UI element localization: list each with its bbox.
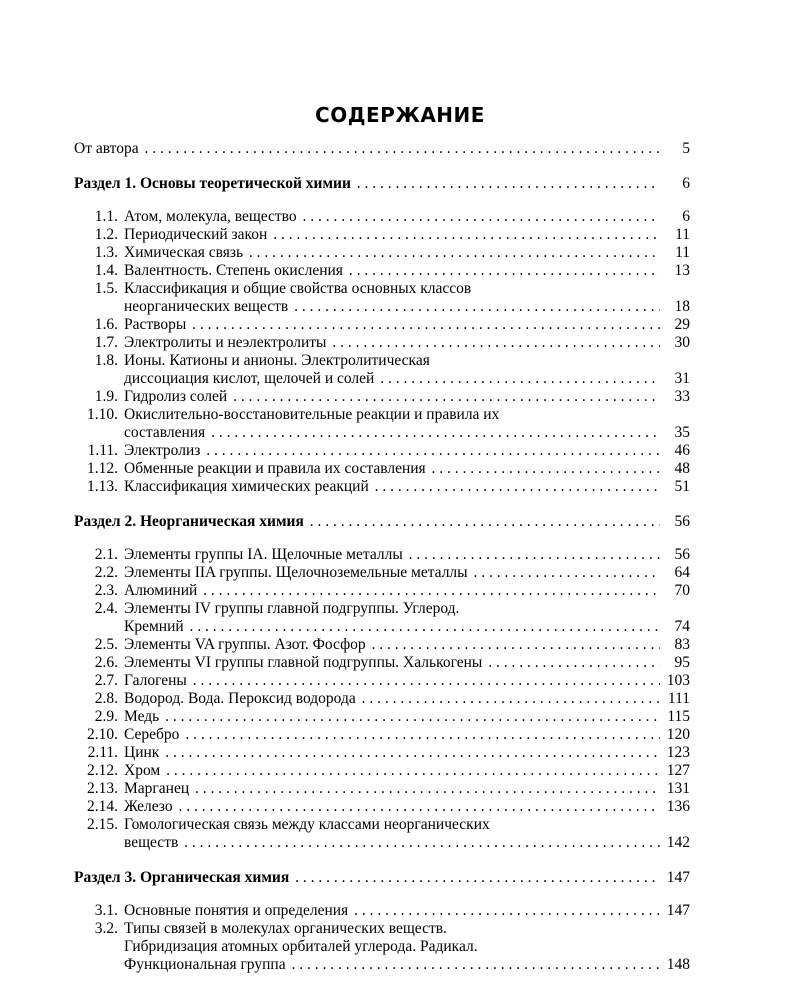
toc-entry-title: Раздел 3. Органическая химия xyxy=(74,869,290,886)
toc-item-number: 1.1. xyxy=(94,208,118,225)
toc-entry[interactable] xyxy=(74,654,690,672)
toc-leader xyxy=(124,956,660,974)
toc-entry-title: Марганец xyxy=(124,780,190,797)
toc-spacer xyxy=(74,193,690,208)
toc-entry[interactable] xyxy=(74,424,690,442)
toc-entry-title: Элементы VA группы. Азот. Фосфор xyxy=(124,636,366,653)
toc-entry-title: Кремний xyxy=(124,618,184,635)
toc-entry-title: Элементы VI группы главной подгруппы. Халькогены xyxy=(124,654,483,671)
toc-page-number: 30 xyxy=(660,334,690,352)
toc-entry[interactable] xyxy=(74,370,690,388)
toc-item-number: 1.13. xyxy=(87,478,118,495)
toc-page-number: 35 xyxy=(660,424,690,442)
toc-item-number: 1.4. xyxy=(94,262,118,279)
toc-leader xyxy=(124,618,660,636)
toc-page-number: 11 xyxy=(660,226,690,244)
toc-page-number: 46 xyxy=(660,442,690,460)
toc-item-number: 1.10. xyxy=(87,406,118,423)
toc-page-number: 31 xyxy=(660,370,690,388)
toc-leader xyxy=(124,920,660,938)
toc-entry[interactable] xyxy=(74,226,690,244)
page-title: СОДЕРЖАНИЕ xyxy=(315,103,485,127)
toc-section-heading[interactable] xyxy=(74,175,690,193)
toc-item-number: 2.10. xyxy=(87,726,118,743)
toc-item-number: 1.8. xyxy=(94,352,118,369)
toc-page-number: 11 xyxy=(660,244,690,262)
toc-spacer xyxy=(74,852,690,869)
toc-entry-title: Элементы IIA группы. Щелочноземельные металлы xyxy=(124,564,468,581)
toc-leader xyxy=(124,424,660,442)
toc-entry[interactable] xyxy=(74,780,690,798)
toc-page-number: 142 xyxy=(660,834,690,852)
toc-item-number: 2.8. xyxy=(94,690,118,707)
toc-item-number: 3.2. xyxy=(94,920,118,937)
toc-item-number: 1.5. xyxy=(94,280,118,297)
toc-leader xyxy=(124,582,660,600)
toc-leader xyxy=(124,834,660,852)
toc-entry-title: Обменные реакции и правила их составления xyxy=(124,460,426,477)
toc-leader xyxy=(124,636,660,654)
toc-item-number: 2.1. xyxy=(94,546,118,563)
toc-entry[interactable] xyxy=(74,762,690,780)
toc-entry[interactable] xyxy=(74,244,690,262)
toc-page-number: 120 xyxy=(660,726,690,744)
toc-item-number: 1.11. xyxy=(87,442,118,459)
toc-entry[interactable] xyxy=(74,798,690,816)
toc-entry[interactable] xyxy=(74,564,690,582)
toc-entry[interactable] xyxy=(74,744,690,762)
toc-leader xyxy=(124,388,660,406)
toc-leader xyxy=(124,334,660,352)
toc-item-number: 2.15. xyxy=(87,816,118,833)
toc-page-number: 13 xyxy=(660,262,690,280)
toc-page-number: 33 xyxy=(660,388,690,406)
toc-leader xyxy=(124,546,660,564)
toc-leader xyxy=(74,175,660,193)
toc-entry-title: Гибридизация атомных орбиталей углерода. Радикал. xyxy=(124,938,478,955)
toc-item-number: 2.7. xyxy=(94,672,118,689)
toc-entry[interactable] xyxy=(74,672,690,690)
toc-leader xyxy=(124,280,660,298)
toc-entry[interactable] xyxy=(74,690,690,708)
toc-page-number: 136 xyxy=(660,798,690,816)
toc-section-heading[interactable] xyxy=(74,513,690,531)
toc-entry-title: Элементы группы IA. Щелочные металлы xyxy=(124,546,403,563)
toc-page-number: 147 xyxy=(660,902,690,920)
toc-entry[interactable] xyxy=(74,388,690,406)
toc-leader xyxy=(124,352,660,370)
toc-leader xyxy=(124,744,660,762)
toc-page-number: 115 xyxy=(660,708,690,726)
toc-entry[interactable] xyxy=(74,334,690,352)
toc-section-heading[interactable] xyxy=(74,869,690,887)
toc-item-number: 2.6. xyxy=(94,654,118,671)
toc-leader xyxy=(124,708,660,726)
toc-entry-title: Ионы. Катионы и анионы. Электролитическая xyxy=(124,352,430,369)
toc-entry-title: От автора xyxy=(74,140,139,157)
toc-leader xyxy=(124,478,660,496)
toc-entry xyxy=(74,938,690,956)
toc-item-number: 2.2. xyxy=(94,564,118,581)
toc-spacer xyxy=(74,158,690,175)
toc-entry-title: Классификация и общие свойства основных классов xyxy=(124,280,472,297)
toc-item-number: 1.2. xyxy=(94,226,118,243)
toc-entry[interactable] xyxy=(74,956,690,974)
toc-entry[interactable] xyxy=(74,316,690,334)
toc-page-number: 6 xyxy=(660,208,690,226)
toc-entry[interactable] xyxy=(74,478,690,496)
toc-entry-title: Основные понятия и определения xyxy=(124,902,349,919)
toc-entry-title: Хром xyxy=(124,762,161,779)
toc-page-number: 127 xyxy=(660,762,690,780)
toc-leader xyxy=(124,564,660,582)
toc-entry-title: Типы связей в молекулах органических веществ. xyxy=(124,920,447,937)
toc-spacer xyxy=(74,496,690,513)
toc-item-number: 2.4. xyxy=(94,600,118,617)
toc-entry-title: веществ xyxy=(124,834,179,851)
toc-leader xyxy=(124,654,660,672)
toc-item-number: 2.11. xyxy=(87,744,118,761)
toc-leader xyxy=(124,370,660,388)
toc-page-number: 64 xyxy=(660,564,690,582)
toc-entry xyxy=(74,600,690,618)
toc-leader xyxy=(74,513,660,531)
toc-item-number: 2.14. xyxy=(87,798,118,815)
table-of-contents xyxy=(74,140,690,974)
toc-page-number: 83 xyxy=(660,636,690,654)
toc-leader xyxy=(124,762,660,780)
toc-leader xyxy=(124,672,660,690)
toc-page-number: 29 xyxy=(660,316,690,334)
toc-page-number: 56 xyxy=(660,546,690,564)
toc-entry[interactable] xyxy=(74,582,690,600)
toc-entry-title: Галогены xyxy=(124,672,187,689)
toc-entry[interactable] xyxy=(74,902,690,920)
toc-leader xyxy=(124,726,660,744)
toc-leader xyxy=(124,442,660,460)
toc-entry xyxy=(74,352,690,370)
toc-entry-title: Химическая связь xyxy=(124,244,244,261)
toc-page-number: 147 xyxy=(660,869,690,887)
toc-leader xyxy=(124,798,660,816)
toc-page-number: 6 xyxy=(660,175,690,193)
toc-entry[interactable] xyxy=(74,708,690,726)
toc-page-number: 56 xyxy=(660,513,690,531)
toc-entry-title: Серебро xyxy=(124,726,180,743)
toc-entry xyxy=(74,406,690,424)
toc-leader xyxy=(124,902,660,920)
toc-entry[interactable] xyxy=(74,208,690,226)
toc-leader xyxy=(124,226,660,244)
toc-entry xyxy=(74,816,690,834)
toc-page-number: 148 xyxy=(660,956,690,974)
toc-entry[interactable] xyxy=(74,726,690,744)
toc-entry-title: Классификация химических реакций xyxy=(124,478,369,495)
toc-entry[interactable] xyxy=(74,618,690,636)
toc-entry[interactable] xyxy=(74,298,690,316)
toc-item-number: 1.7. xyxy=(94,334,118,351)
toc-entry-title: Медь xyxy=(124,708,160,725)
toc-leader xyxy=(124,690,660,708)
toc-entry[interactable] xyxy=(74,546,690,564)
toc-entry[interactable] xyxy=(74,834,690,852)
toc-entry-title: Атом, молекула, вещество xyxy=(124,208,297,225)
toc-page-number: 70 xyxy=(660,582,690,600)
toc-page-number: 123 xyxy=(660,744,690,762)
toc-item-number: 2.5. xyxy=(94,636,118,653)
toc-leader xyxy=(124,460,660,478)
toc-page-number: 103 xyxy=(660,672,690,690)
toc-leader xyxy=(124,406,660,424)
toc-leader xyxy=(124,208,660,226)
toc-page-number: 95 xyxy=(660,654,690,672)
toc-page-number: 111 xyxy=(660,690,690,708)
toc-entry[interactable] xyxy=(74,262,690,280)
toc-page-number: 18 xyxy=(660,298,690,316)
toc-entry-title: Цинк xyxy=(124,744,160,761)
toc-entry xyxy=(74,280,690,298)
toc-entry-title: неорганических веществ xyxy=(124,298,289,315)
toc-leader xyxy=(74,869,660,887)
toc-item-number: 1.6. xyxy=(94,316,118,333)
toc-entry[interactable] xyxy=(74,460,690,478)
toc-entry-title: Периодический закон xyxy=(124,226,268,243)
toc-item-number: 1.9. xyxy=(94,388,118,405)
toc-entry[interactable] xyxy=(74,636,690,654)
toc-entry-title: Валентность. Степень окисления xyxy=(124,262,343,279)
toc-entry-title: диссоциация кислот, щелочей и солей xyxy=(124,370,375,387)
toc-item-number: 2.13. xyxy=(87,780,118,797)
toc-leader xyxy=(124,816,660,834)
toc-entry-title: Функциональная группа xyxy=(124,956,286,973)
toc-entry-title: Раздел 1. Основы теоретической химии xyxy=(74,175,351,192)
toc-entry[interactable] xyxy=(74,442,690,460)
toc-entry-title: Окислительно-восстановительные реакции и правила их xyxy=(124,406,500,423)
toc-leader xyxy=(74,140,660,158)
toc-item-number: 1.3. xyxy=(94,244,118,261)
toc-page-number: 48 xyxy=(660,460,690,478)
toc-entry-title: Алюминий xyxy=(124,582,198,599)
toc-item-number: 2.3. xyxy=(94,582,118,599)
toc-entry-intro[interactable] xyxy=(74,140,690,158)
toc-entry-title: Железо xyxy=(124,798,173,815)
toc-item-number: 3.1. xyxy=(94,902,118,919)
toc-entry-title: Элементы IV группы главной подгруппы. Углерод. xyxy=(124,600,460,617)
toc-leader xyxy=(124,938,660,956)
toc-item-number: 2.12. xyxy=(87,762,118,779)
toc-leader xyxy=(124,600,660,618)
toc-entry-title: Электролиз xyxy=(124,442,201,459)
toc-entry-title: Водород. Вода. Пероксид водорода xyxy=(124,690,356,707)
toc-spacer xyxy=(74,531,690,546)
toc-leader xyxy=(124,244,660,262)
toc-entry-title: Раздел 2. Неорганическая химия xyxy=(74,513,304,530)
toc-leader xyxy=(124,780,660,798)
toc-entry-title: Гомологическая связь между классами неорганических xyxy=(124,816,490,833)
toc-page-number: 5 xyxy=(660,140,690,158)
toc-entry-title: Электролиты и неэлектролиты xyxy=(124,334,327,351)
toc-leader xyxy=(124,298,660,316)
toc-page-number: 74 xyxy=(660,618,690,636)
toc-leader xyxy=(124,262,660,280)
toc-item-number: 1.12. xyxy=(87,460,118,477)
toc-spacer xyxy=(74,887,690,902)
toc-entry-title: Гидролиз солей xyxy=(124,388,228,405)
toc-entry-title: Растворы xyxy=(124,316,187,333)
toc-leader xyxy=(124,316,660,334)
toc-entry-title: составления xyxy=(124,424,206,441)
toc-entry xyxy=(74,920,690,938)
toc-page-number: 51 xyxy=(660,478,690,496)
toc-item-number: 2.9. xyxy=(94,708,118,725)
toc-page-number: 131 xyxy=(660,780,690,798)
